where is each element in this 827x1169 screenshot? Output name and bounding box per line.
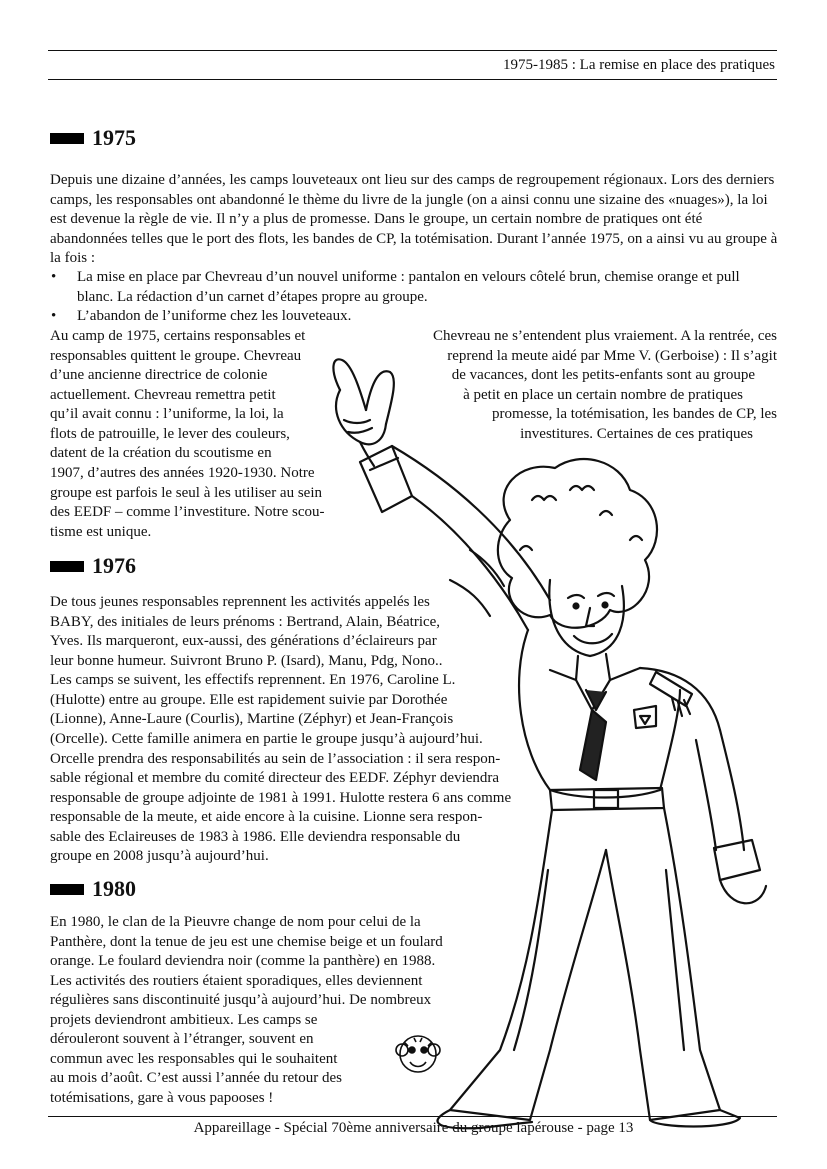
text-line: commun avec les responsables qui le souhaitent [50, 1051, 338, 1067]
footer-rule [48, 1116, 777, 1117]
heading-bar-icon [50, 884, 84, 895]
text-line: BABY, des initiales de leurs prénoms : Bertrand, Alain, Béatrice, [50, 614, 441, 630]
text-line: De tous jeunes responsables reprennent les activités appelés les [50, 594, 430, 610]
text-line: responsable de la meute, et aide encore à la cuisine. Lionne sera respon- [50, 809, 483, 825]
heading-text: 1975 [92, 125, 136, 150]
intro-paragraph-1975: Depuis une dizaine d’années, les camps louveteaux ont lieu sur des camps de regroupement régionaux. Lors des derniers camps, les responsables ont abandonné le thème du livre de la jungle (on a ainsi connu une sizaine des «nuages»), la loi est devenue la règle de vie. Il n’y a plus de promesse. Dans le groupe, un certain nombre de pratiques ont été abandonnées telles que le port des flots, les bandes de CP, la totémisation. Durant l’année 1975, on a ainsi vu au groupe à la fois : [50, 172, 778, 267]
bullet-item: • La mise en place par Chevreau d’un nouvel uniforme : pantalon en velours côtelé brun, chemise orange et pull blanc. La rédaction d’un carnet d’étapes propre au groupe. [77, 268, 778, 307]
text-line: (Orcelle). Cette famille animera en partie le groupe jusqu’à aujourd’hui. [50, 731, 483, 747]
text-line: responsable de groupe adjointe de 1981 à 1991. Hulotte restera 6 ans comme [50, 790, 512, 806]
text-line: groupe en 2008 jusqu’à aujourd’hui. [50, 848, 269, 864]
text-line: orange. Le foulard deviendra noir (comme la panthère) en 1988. [50, 953, 436, 969]
text-line: tisme est unique. [50, 524, 152, 540]
text-line: totémisations, gare à vous papooses ! [50, 1090, 274, 1106]
text-line: flots de patrouille, le lever des couleurs, [50, 426, 290, 442]
section-heading-1976 [50, 553, 136, 579]
text-line: Yves. Ils marqueront, eux-aussi, des générations d’éclaireurs par [50, 633, 437, 649]
text-line: En 1980, le clan de la Pieuvre change de nom pour celui de la [50, 914, 421, 930]
text-line: reprend la meute aidé par Mme V. (Gerboise) : Il s’agit [447, 348, 777, 364]
text-line: promesse, la totémisation, les bandes de CP, les [492, 406, 777, 422]
text-line: à petit en place un certain nombre de pratiques [463, 387, 743, 403]
text-line: Orcelle prendra des responsabilités au sein de l’association : il sera respon- [50, 751, 501, 767]
text-line: projets deviendront ambitieux. Les camps se [50, 1012, 318, 1028]
text-line: (Hulotte) entre au groupe. Elle est rapidement suivie par Dorothée [50, 692, 448, 708]
heading-text: 1976 [92, 553, 136, 578]
text-line: (Lionne), Anne-Laure (Courlis), Martine (Zéphyr) et Jean-François [50, 711, 454, 727]
text-line: Chevreau ne s’entendent plus vraiement. A la rentrée, ces [432, 328, 777, 344]
page-footer: Appareillage - Spécial 70ème anniversaire du groupe lapérouse - page 13 [193, 1120, 634, 1136]
running-title: 1975-1985 : La remise en place des pratiques [503, 57, 775, 73]
text-line: régulières sans discontinuité jusqu’à aujourd’hui. De nombreux [50, 992, 432, 1008]
text-line: d’une ancienne directrice de colonie [50, 367, 268, 383]
header-rule-bottom [48, 79, 777, 80]
text-line: datent de la création du scoutisme en [50, 445, 272, 461]
text-line: Au camp de 1975, certains responsables et [50, 328, 306, 344]
text-line: qu’il avait connu : l’uniforme, la loi, la [50, 406, 284, 422]
heading-bar-icon [50, 133, 84, 144]
text-line: responsables quittent le groupe. Chevreau [50, 348, 302, 364]
bullet-item: • L’abandon de l’uniforme chez les louveteaux. [77, 307, 778, 327]
text-line: de vacances, dont les petits-enfants sont au groupe [451, 367, 755, 383]
header-rule-top [48, 50, 777, 51]
text-line: dérouleront souvent à l’étranger, souvent en [50, 1031, 314, 1047]
text-line: sable régional et membre du comité directeur des EEDF. Zéphyr deviendra [50, 770, 500, 786]
section-heading-1975 [50, 125, 136, 151]
text-line: Panthère, dont la tenue de jeu est une chemise beige et un foulard [50, 934, 443, 950]
text-line: au mois d’août. C’est aussi l’année du retour des [50, 1070, 343, 1086]
text-line: des EEDF – comme l’investiture. Notre scou- [50, 504, 325, 520]
text-line: groupe est parfois le seul à les utiliser au sein [50, 485, 323, 501]
text-line: actuellement. Chevreau remettra petit [50, 387, 276, 403]
text-line: sable des Eclaireuses de 1983 à 1986. Elle deviendra responsable du [50, 829, 461, 845]
text-line: 1907, d’autres des années 1920-1930. Notre [50, 465, 315, 481]
text-line: investitures. Certaines de ces pratiques [520, 426, 753, 442]
section-heading-1980 [50, 876, 136, 902]
heading-bar-icon [50, 561, 84, 572]
text-line: leur bonne humeur. Suivront Bruno P. (Isard), Manu, Pdg, Nono.. [50, 653, 443, 669]
heading-text: 1980 [92, 876, 136, 901]
bullet-list-1975 [50, 268, 778, 327]
monkey-face-icon [394, 1030, 442, 1078]
text-line: Les activités des routiers étaient sporadiques, elles deviennent [50, 973, 423, 989]
text-line: Les camps se suivent, les effectifs reprennent. En 1976, Caroline L. [50, 672, 456, 688]
